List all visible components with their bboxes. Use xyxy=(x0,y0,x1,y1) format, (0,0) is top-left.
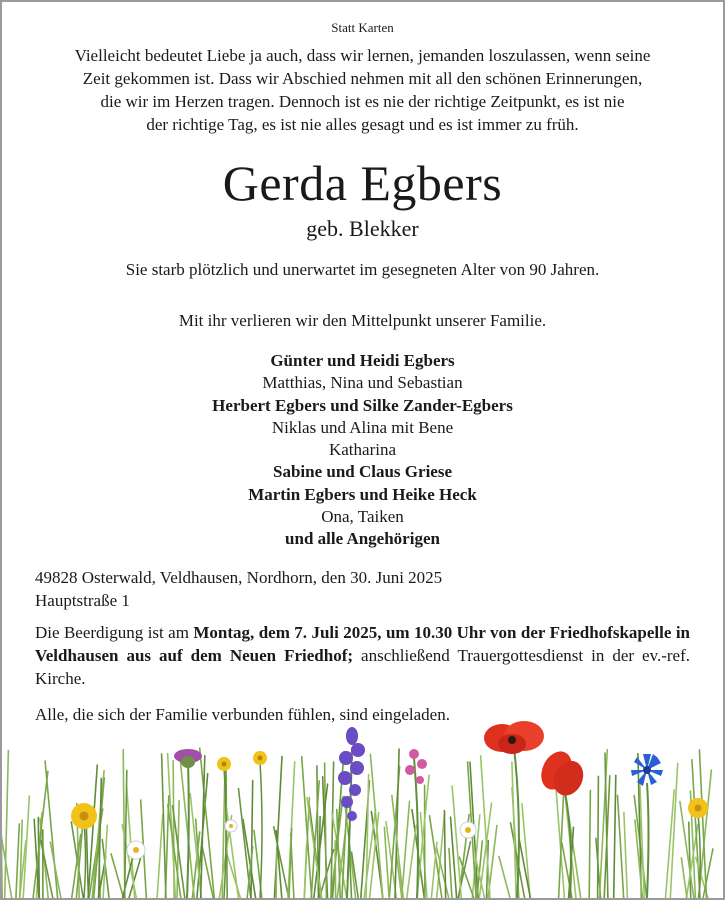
mourner-line: Herbert Egbers und Silke Zander-Egbers xyxy=(212,395,513,415)
invitation-text: Alle, die sich der Familie verbunden fühlen, sind eingeladen. xyxy=(35,705,450,724)
address-line: 49828 Osterwald, Veldhausen, Nordhorn, den 30. Juni 2025 xyxy=(35,568,443,587)
grass-blade xyxy=(598,776,599,898)
grass-blade xyxy=(499,856,510,898)
grass-blade xyxy=(50,842,61,898)
poem-line: die wir im Herzen tragen. Dennoch ist es nie der richtige Zeitpunkt, es ist nie xyxy=(100,92,625,111)
funeral-info xyxy=(35,621,690,690)
mourner-line: und alle Angehörigen xyxy=(285,529,440,549)
grass-blade xyxy=(16,824,19,898)
mourner-line: Sabine und Claus Griese xyxy=(272,462,452,482)
family-note: Mit ihr verlieren wir den Mittelpunkt unserer Familie. xyxy=(178,311,547,330)
funeral-details: Montag, dem 7. Juli 2025, um 10.30 Uhr von der Friedhofskapelle in Veldhausen aus auf dem Neuen Friedhof; xyxy=(35,623,690,665)
grass-blade xyxy=(366,775,369,898)
mourner-line: Martin Egbers und Heike Heck xyxy=(248,484,477,504)
grass-blade xyxy=(86,824,88,898)
thistle-icon xyxy=(174,749,202,768)
grass-blade xyxy=(407,826,416,899)
funeral-intro: Die Beerdigung ist am xyxy=(35,623,189,642)
grass-blade xyxy=(125,770,127,898)
grass-blade xyxy=(618,795,624,898)
wildflower-meadow-illustration xyxy=(2,708,723,898)
grass-blade xyxy=(23,796,29,898)
mourner-line: Niklas und Alina mit Bene xyxy=(271,417,454,437)
mourner-line: Katharina xyxy=(328,440,397,460)
poem-line: Zeit gekommen ist. Dass wir Abschied nehmen mit all den schönen Erinnerungen, xyxy=(82,69,643,88)
address-line: Hauptstraße 1 xyxy=(35,591,130,610)
grass-blade xyxy=(589,790,590,898)
grass-blade xyxy=(449,849,452,899)
poppy-icon xyxy=(484,721,544,754)
deceased-name: Gerda Egbers xyxy=(222,155,503,211)
mourner-line: Günter und Heidi Egbers xyxy=(270,351,455,370)
grass-blade xyxy=(519,840,530,898)
grass-blade xyxy=(624,812,628,898)
grass-blade xyxy=(274,757,282,899)
grass-blade xyxy=(302,757,312,898)
grass-blade xyxy=(522,804,530,898)
grass-blade xyxy=(452,786,461,898)
mourners-list xyxy=(2,350,723,551)
address-block xyxy=(35,566,690,612)
grass-blade xyxy=(681,858,687,898)
poem-line: der richtige Tag, es ist nie alles gesagt und es ist immer zu früh. xyxy=(146,115,579,134)
grass-blade xyxy=(157,815,163,898)
poppy-icon xyxy=(535,746,590,800)
poem-block xyxy=(2,44,723,136)
grass-blade xyxy=(444,811,445,899)
birth-name: geb. Blekker xyxy=(306,216,419,241)
mourner-line: Ona, Taiken xyxy=(321,507,404,527)
mourner-line: Matthias, Nina und Sebastian xyxy=(262,373,463,393)
grass-blade xyxy=(276,848,277,898)
death-note: Sie starb plötzlich und unerwartet im gesegneten Alter von 90 Jahren. xyxy=(125,260,600,279)
cornflower-icon xyxy=(631,754,663,786)
poem-line: Vielleicht bedeutet Liebe ja auch, dass wir lernen, jemanden loszulassen, wenn seine xyxy=(74,46,651,65)
grass-blade xyxy=(103,825,107,898)
header-text: Statt Karten xyxy=(331,20,394,35)
grass-blade xyxy=(614,775,616,898)
grass-blade xyxy=(190,794,201,898)
grass-blade xyxy=(335,841,336,898)
grass-blade xyxy=(111,854,124,898)
funeral-outro: anschließend Trauergottesdienst in der ev.-ref. Kirche. xyxy=(35,646,690,688)
